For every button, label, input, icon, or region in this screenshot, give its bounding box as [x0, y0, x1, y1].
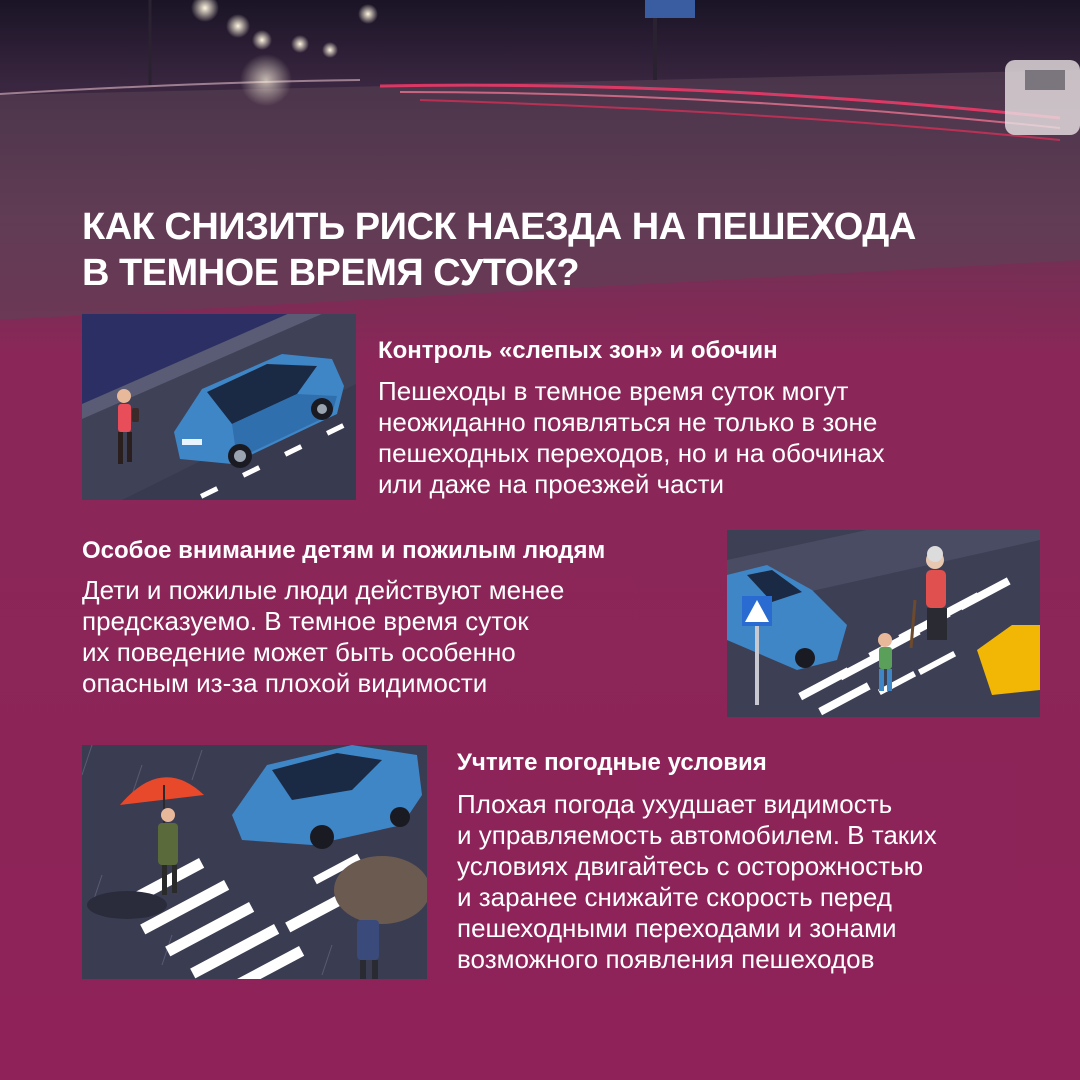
section-line: Плохая погода ухудшает видимость: [457, 789, 893, 819]
puddle-icon: [87, 891, 167, 919]
section-line: неожиданно появляться не только в зоне: [378, 407, 878, 437]
section-heading-weather: Учтите погодные условия: [457, 749, 767, 776]
section-line: или даже на проезжей части: [378, 469, 725, 499]
section-line: и управляемость автомобилем. В таких: [457, 820, 937, 850]
section-line: предсказуемо. В темное время суток: [82, 606, 529, 636]
roadside-pedestrian-illustration: [82, 314, 356, 500]
title-line-2: В ТЕМНОЕ ВРЕМЯ СУТОК?: [82, 252, 580, 294]
section-text-weather: [457, 789, 937, 975]
section-line: их поведение может быть особенно: [82, 637, 516, 667]
section-line: Дети и пожилые люди действуют менее: [82, 575, 565, 605]
section-heading-children-elderly: Особое внимание детям и пожилым людям: [82, 537, 606, 564]
section-line: возможного появления пешеходов: [457, 944, 875, 974]
crosswalk-elderly-child-illustration: [727, 530, 1040, 717]
rain-umbrella-pedestrians-illustration: [82, 745, 427, 979]
section-line: и заранее снижайте скорость перед: [457, 882, 892, 912]
title-line-1: КАК СНИЗИТЬ РИСК НАЕЗДА НА ПЕШЕХОДА: [82, 206, 916, 248]
section-line: опасным из-за плохой видимости: [82, 668, 488, 698]
section-line: Пешеходы в темное время суток могут: [378, 376, 849, 406]
page-title: [82, 204, 982, 296]
section-text-blind-zones: [378, 376, 885, 500]
section-text-children-elderly: [82, 575, 564, 699]
section-line: пешеходными переходами и зонами: [457, 913, 897, 943]
section-line: пешеходных переходов, но и на обочинах: [378, 438, 885, 468]
section-line: условиях двигайтесь с осторожностью: [457, 851, 924, 881]
section-heading-blind-zones: Контроль «слепых зон» и обочин: [378, 337, 778, 364]
